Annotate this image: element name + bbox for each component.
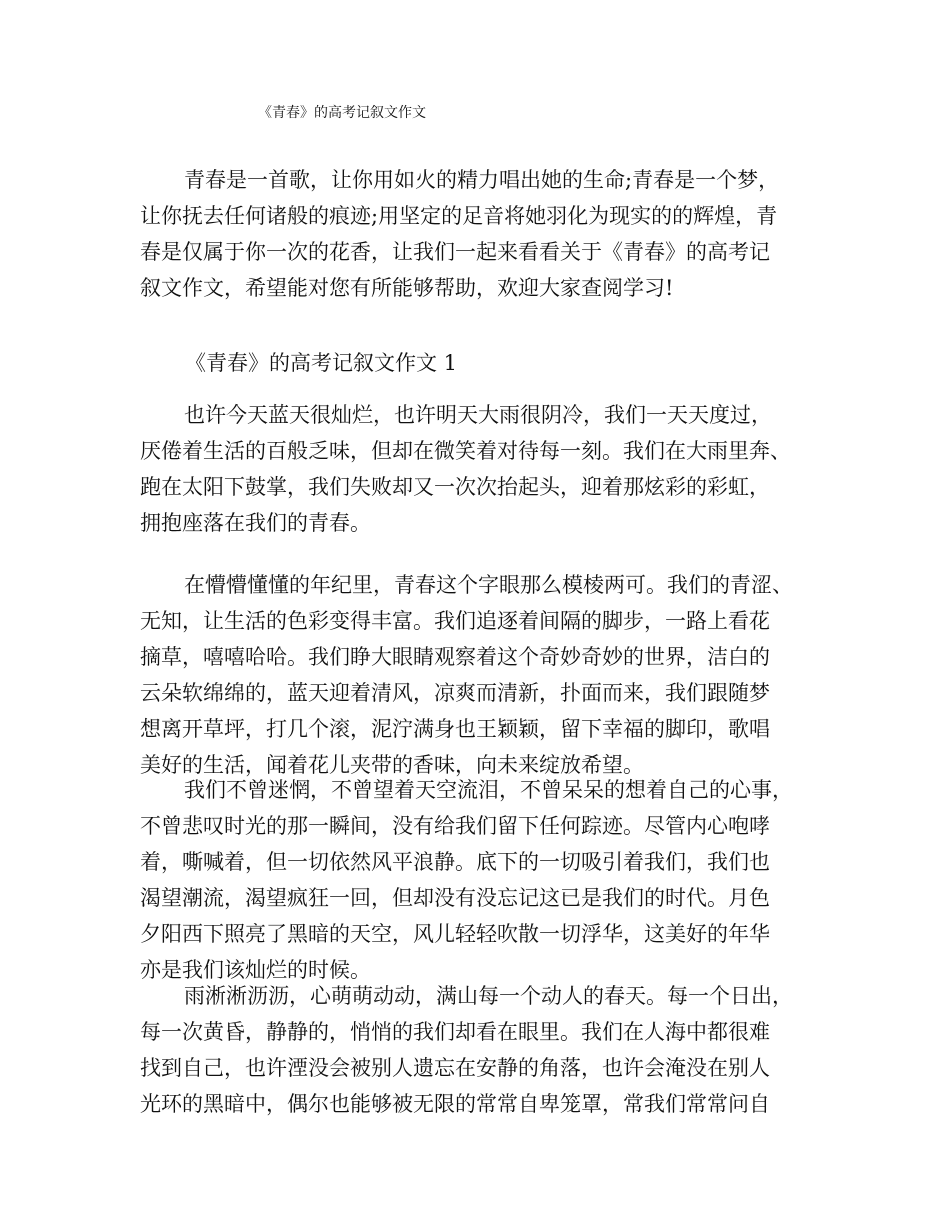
paragraph-line: 渴望潮流，渴望疯狂一回，但却没有没忘记这已是我们的时代。月色	[140, 886, 770, 910]
paragraph-2	[140, 567, 820, 783]
paragraph-line: 我们不曾迷惘，不曾望着天空流泪，不曾呆呆的想着自己的心事，	[184, 778, 793, 802]
intro-paragraph	[140, 162, 820, 306]
paragraph-line: 想离开草坪，打几个滚，泥泞满身也王颖颖，留下幸福的脚印，歌唱	[140, 717, 770, 741]
paragraph-line: 每一次黄昏，静静的，悄悄的我们却看在眼里。我们在人海中都很难	[140, 1020, 770, 1044]
paragraph-line: 云朵软绵绵的，蓝天迎着清风，凉爽而清新，扑面而来，我们跟随梦	[140, 681, 770, 705]
paragraph-line: 叙文作文，希望能对您有所能够帮助，欢迎大家查阅学习!	[140, 276, 674, 300]
paragraph-line: 春是仅属于你一次的花香，让我们一起来看看关于《青春》的高考记	[140, 240, 770, 264]
paragraph-line: 拥抱座落在我们的青春。	[140, 511, 371, 535]
paragraph-line: 夕阳西下照亮了黑暗的天空，风儿轻轻吹散一切浮华，这美好的年华	[140, 922, 770, 946]
paragraph-line: 不曾悲叹时光的那一瞬间，没有给我们留下任何踪迹。尽管内心咆哮	[140, 814, 770, 838]
paragraph-line: 也许今天蓝天很灿烂，也许明天大雨很阴冷，我们一天天度过，	[184, 403, 772, 427]
paragraph-line: 亦是我们该灿烂的时候。	[140, 958, 371, 982]
paragraph-line: 摘草，嘻嘻哈哈。我们睁大眼睛观察着这个奇妙奇妙的世界，洁白的	[140, 645, 770, 669]
paragraph-3	[140, 772, 820, 988]
paragraph-line: 无知，让生活的色彩变得丰富。我们追逐着间隔的脚步，一路上看花	[140, 609, 770, 633]
paragraph-line: 在懵懵懂懂的年纪里，青春这个字眼那么模棱两可。我们的青涩、	[184, 573, 793, 597]
paragraph-line: 青春是一首歌，让你用如火的精力唱出她的生命;青春是一个梦，	[184, 168, 780, 192]
paragraph-line: 雨淅淅沥沥，心萌萌动动，满山每一个动人的春天。每一个日出，	[184, 984, 793, 1008]
paragraph-line: 美好的生活，闻着花儿夹带的香味，向未来绽放希望。	[140, 753, 644, 777]
paragraph-line: 跑在太阳下鼓掌，我们失败却又一次次抬起头，迎着那炫彩的彩虹，	[140, 475, 770, 499]
paragraph-line: 光环的黑暗中，偶尔也能够被无限的常常自卑笼罩，常我们常常问自	[140, 1092, 770, 1116]
document-header-title: 《青春》的高考记叙文作文	[258, 105, 426, 121]
paragraph-line: 找到自己，也许湮没会被别人遗忘在安静的角落，也许会淹没在别人	[140, 1056, 770, 1080]
paragraph-line: 厌倦着生活的百般乏味，但却在微笑着对待每一刻。我们在大雨里奔、	[140, 439, 791, 463]
paragraph-line: 让你抚去任何诸般的痕迹;用坚定的足音将她羽化为现实的的辉煌，青	[140, 204, 778, 228]
paragraph-4	[140, 978, 820, 1122]
paragraph-line: 着，嘶喊着，但一切依然风平浪静。底下的一切吸引着我们，我们也	[140, 850, 770, 874]
section-title: 《青春》的高考记叙文作文 1	[185, 351, 458, 375]
paragraph-1	[140, 397, 820, 541]
